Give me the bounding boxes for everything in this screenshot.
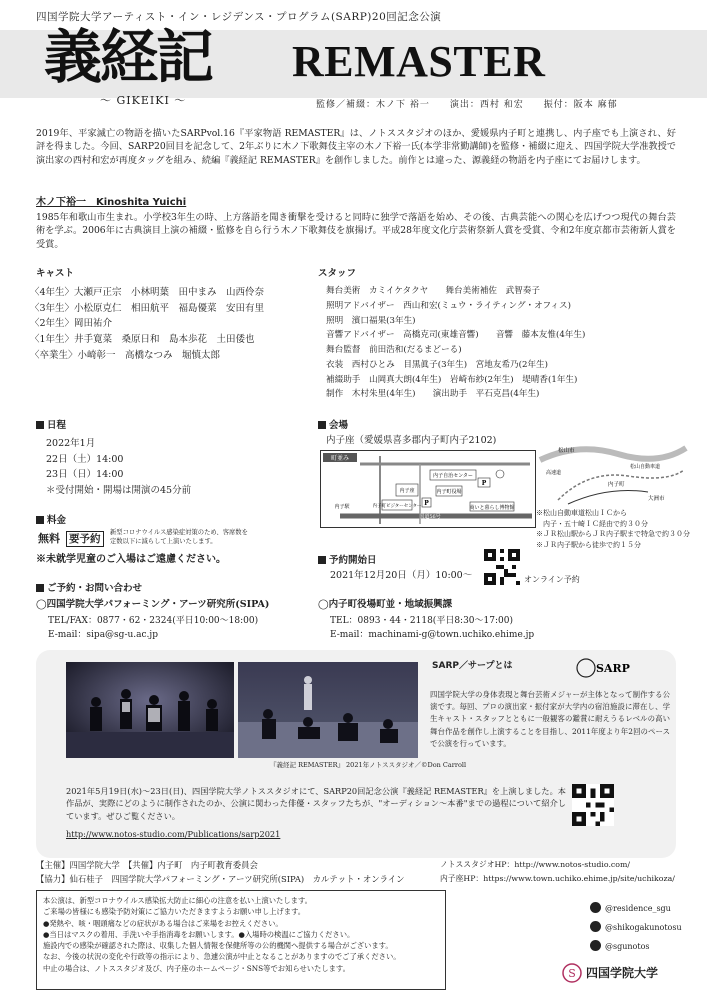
bullet-square [36, 421, 44, 429]
contact-org: ◯四国学院大学パフォーミング・アーツ研究所(SIPA) [36, 599, 270, 610]
notos-link[interactable]: http://www.notos-studio.com/Publications/sarp2021 [66, 829, 281, 839]
notos-description: 2021年5月19日(水)〜23日(日)、四国学院大学ノトススタジオにて、SARP20回記念公演『義経記 REMASTER』を上演しました。本作品が、実際にどのように制作されたのか、公演に関わった俳優・スタッフたちが、"オーディション〜本番"までの過程について紹介しています。ぜひご覧ください。 [66, 786, 566, 821]
area-label-d: 松山自動車道 [630, 464, 661, 470]
map-label-conv: 内子自治センター [433, 473, 473, 479]
footer-organizers: 【主催】四国学院大学 【共催】内子町 内子町教育委員会 [36, 860, 258, 870]
contact-tel: TEL/FAX：0877・62・2324(平日10:00〜18:00) [48, 616, 259, 626]
map-label-center: 商いと暮らし博物館 [469, 505, 515, 511]
social-instagram[interactable]: @sgunotos [590, 940, 649, 953]
cast-row: 〈2年生〉岡田祐介 [30, 318, 113, 330]
notice-line: 中止の場合は、ノトススタジオ及び、内子座のホームページ・SNS等でお知らせいたします。 [43, 963, 350, 973]
staff-row: 舞台監督 前田浩和(だるまどーる) [326, 345, 462, 356]
notice-line: ●当日はマスクの着用、手洗いや手指消毒をお願いします。●入場時の検温にご協力ください。 [43, 929, 355, 939]
qr-code-booking[interactable] [484, 549, 520, 585]
fee-covid-note: 新型コロナウイルス感染症対策のため、客席数を 定数以下に減らして上演いたします。 [110, 529, 248, 546]
header [0, 0, 707, 122]
fee-heading: 料金 [36, 515, 66, 528]
fee-reserve-badge: 要予約 [66, 531, 104, 547]
covid-notice-box [36, 890, 446, 990]
notice-line: なお、今後の状況の変化や行政等の指示により、急遽公演が中止となることがありますのでご了承ください。 [43, 952, 401, 962]
cast-heading: キャスト [36, 268, 75, 279]
map-label-museum: 内子町役場 [436, 489, 462, 495]
notice-line: 本公演は、新型コロナウイルス感染拡大防止に細心の注意を払い上演いたします。 [43, 896, 312, 905]
series-line: 四国学院大学アーティスト・イン・レジデンス・プログラム(SARP)20回記念公演 [36, 11, 442, 23]
contact2-email[interactable]: E-mail：machinami-g@town.uchiko.ehime.jp [330, 630, 535, 640]
staff-list [326, 284, 686, 402]
instagram-icon [590, 940, 601, 951]
contact-heading: ご予約・お問い合わせ [36, 583, 142, 596]
facebook-icon [590, 921, 601, 932]
cast-row: 〈4年生〉大瀬戸正宗 小林明葉 田中まみ 山西伶奈 [30, 287, 265, 298]
schedule-row: ＊受付開始・開場は開演の45分前 [46, 485, 192, 497]
bio-name: 木ノ下裕一 Kinoshita Yuichi [36, 197, 187, 208]
fee-kids-note: ※未就学児童のご入場はご遠慮ください。 [36, 554, 226, 565]
title-japanese: 義経記 [44, 23, 213, 91]
notice-line: 施設内での感染が確認された際は、収集した個人情報を保健所等の公的機関へ提供する場合がございます。 [43, 941, 393, 951]
svg-text:P: P [424, 500, 429, 507]
performance-photo-left [66, 662, 234, 758]
bullet-square [318, 556, 326, 564]
schedule-row: 23日（日）14:00 [46, 469, 124, 481]
contact2-tel: TEL：0893・44・2118(平日8:30〜17:00) [330, 616, 513, 626]
map-label-station: 内子駅 [334, 504, 350, 510]
booking-heading: 予約開始日 [318, 555, 377, 568]
staff-row: 照明アドバイザー 西山和宏(ミュウ・ライティング・オフィス) [326, 300, 571, 311]
social-facebook[interactable]: @shikogakunotosu [590, 921, 682, 934]
area-label-a: 松山市 [558, 448, 575, 454]
venue-heading: 会場 [318, 420, 348, 433]
access-notes [536, 508, 690, 550]
contact2-org: ◯内子町役場町並・地域振興課 [318, 599, 453, 610]
area-label-c: 大洲市 [648, 496, 665, 502]
staff-row: 照明 濱口福果(3年生) [326, 315, 416, 326]
access-row: ※ＪＲ内子駅から徒歩で約１５分 [536, 540, 641, 549]
fee-free: 無料 [38, 532, 60, 545]
schedule-heading: 日程 [36, 420, 66, 433]
footer-notos-hp[interactable]: ノトススタジオHP：http://www.notos-studio.com/ [440, 860, 631, 869]
intro-paragraph: 2019年、平家滅亡の物語を描いたSARPvol.16『平家物語 REMASTER』は、ノトススタジオのほか、愛媛県内子町と連携し、内子座でも上演され、好評を得ました。今回、SARP20回目を記念して、2年ぶりに木ノ下歌舞伎主宰の木ノ下裕一氏(本学非常勤講師)を監修・補綴に迎え、四国学院大学准教授で演出家の西村和宏が再度タッグを組み、続編『義経記 REMASTER』を創作しました。前作とは違った、源義経の物語を内子座にてお届けします。 [36, 128, 676, 166]
booking-date: 2021年12月20日（月）10:00〜 [330, 570, 473, 581]
staff-row: 音響アドバイザー 高橋克司(東雄音響) 音響 藤本友惟(4年生) [326, 330, 586, 341]
staff-row: 舞台美術 カミイケタクヤ 舞台美術補佐 武智奏子 [326, 286, 540, 296]
area-label-b: 内子町 [608, 482, 625, 488]
sarp-description: 四国学院大学の身体表現と舞台芸術メジャーが主体となって制作する公演です。毎回、プロの演出家・振付家が大学内の宿泊施設に滞在し、学生キャスト・スタッフとともに一般観客の鑑賞に耐えうるレベルの高い舞台作品を創作し上演することを目指し、2011年度より年2回のペースで公演を行っています。 [430, 690, 670, 748]
access-row: ※松山自動車道松山ＩＣから [536, 509, 627, 517]
map-label-route: 国道56号 [419, 514, 441, 520]
svg-text:P: P [481, 480, 487, 487]
cast-list [30, 285, 310, 363]
map-label-kyouiku: 内子町ビジターセンター [372, 504, 422, 509]
map-label-hall: 内子座 [399, 488, 415, 494]
performance-photo-right [238, 662, 418, 758]
schedule-row: 2022年1月 [46, 438, 96, 449]
schedule-list [46, 436, 191, 499]
access-row: 内子・五十崎ＩＣ経由で約３０分 [536, 519, 648, 528]
social-twitter[interactable]: @residence_sgu [590, 902, 671, 915]
title-subtitle: 〜 GIKEIKI 〜 [100, 94, 187, 107]
bio-paragraph: 1985年和歌山市生まれ。小学校3年生の時、上方落語を聞き衝撃を受けると同時に独学で落語を始め、その後、古典芸能への関心を広げつつ現代の舞台芸術を学ぶ。2006年に古典演目上演の補綴・監修を自ら行う木ノ下歌舞伎を旗揚げ。平成28年度文化庁芸術祭新人賞を受賞、令和2年度京都市芸術新人賞を受賞。 [36, 212, 676, 250]
schedule-row: 22日（土）14:00 [46, 453, 124, 465]
university-name: 四国学院大学 [586, 966, 659, 980]
venue-map [320, 450, 536, 528]
svg-text:SARP: SARP [596, 662, 630, 675]
twitter-icon [590, 902, 601, 913]
bullet-square [318, 421, 326, 429]
footer-cooperation: 【協力】仙石桂子 四国学院大学パフォーミング・アーツ研究所(SIPA) カルテット・オンライン [36, 874, 405, 884]
area-map [538, 440, 688, 508]
footer-uchikoza-hp[interactable]: 内子座HP：https://www.town.uchiko.ehime.jp/site/uchikoza/ [440, 874, 675, 883]
title-english: REMASTER [292, 37, 546, 86]
cast-row: 〈卒業生〉小崎彰一 高橋なつみ 堀慎太郎 [30, 349, 221, 361]
staff-row: 衣装 西村ひとみ 目黒眞子(3年生) 宮地友希乃(2年生) [326, 359, 549, 370]
qr-code-notos[interactable] [572, 784, 614, 826]
notice-line: ご来場の皆様にも感染予防対策にご協力いただきますようお願い申し上げます。 [43, 907, 306, 917]
contact-email[interactable]: E-mail：sipa@sg-u.ac.jp [48, 630, 158, 640]
area-label-e: 高速道 [546, 470, 562, 476]
access-row: ※ＪＲ松山駅からＪＲ内子駅まで特急で約３０分 [536, 530, 690, 538]
staff-row: 補綴助手 山岡真大朗(4年生) 岩崎布紗(2年生) 堤晴香(1年生) [326, 374, 578, 385]
notice-line: ●発熱や、咳・咽頭痛などの症状がある場合はご来場をお控えください。 [43, 918, 283, 928]
staff-heading: スタッフ [318, 268, 357, 279]
venue-address: 内子座（愛媛県喜多郡内子町内子2102) [326, 435, 497, 446]
credits-line: 監修／補綴：木ノ下 裕一 演出：西村 和宏 振付：阪本 麻郁 [316, 100, 618, 110]
cast-row: 〈3年生〉小松原克仁 相田航平 福島優菜 安田有里 [30, 302, 265, 314]
university-emblem-icon [562, 963, 582, 983]
staff-row: 制作 木村朱里(4年生) 演出助手 平石克昌(4年生) [326, 389, 540, 400]
sarp-logo [572, 656, 630, 680]
bullet-square [36, 584, 44, 592]
bullet-square [36, 516, 44, 524]
map-label-town: 町並み [330, 455, 350, 462]
svg-text:S: S [568, 967, 576, 980]
photo-caption: 『義経記 REMASTER』 2021年ノトススタジオ／©Don Carroll [270, 761, 467, 769]
booking-online-label: オンライン予約 [524, 575, 580, 584]
cast-row: 〈1年生〉井手寛菜 桑原日和 島本歩花 土田倭也 [30, 334, 255, 346]
sarp-heading: SARP／サープとは [432, 661, 513, 671]
